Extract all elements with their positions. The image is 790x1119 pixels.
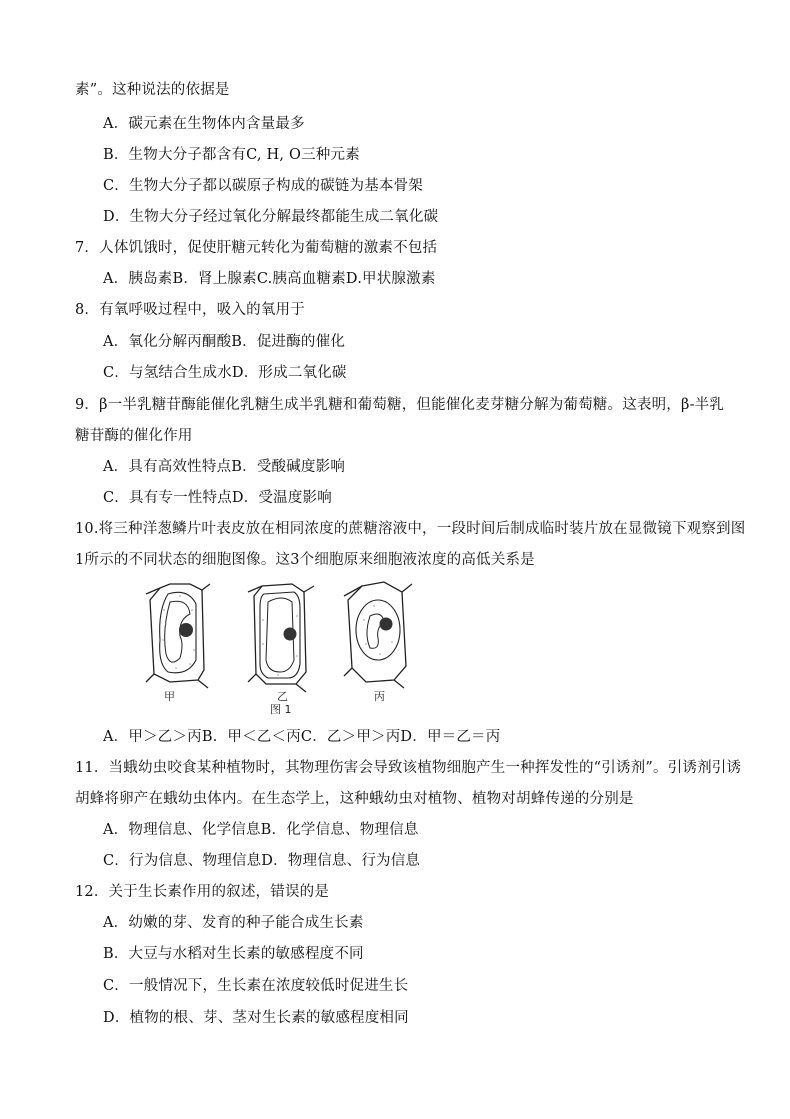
question-8-stem: 8．有氧呼吸过程中，吸入的氧用于 <box>75 302 305 318</box>
cell-jia <box>146 584 210 688</box>
question-12-option-a: A．幼嫩的芽、发育的种子能合成生长素 <box>103 915 364 931</box>
question-8-options-ab: A．氧化分解丙酮酸B．促进酶的催化 <box>103 334 346 350</box>
question-6-option-c: C．生物大分子都以碳原子构成的碳链为基本骨架 <box>103 178 423 194</box>
cell-figure <box>140 580 440 715</box>
question-12-stem: 12．关于生长素作用的叙述，错误的是 <box>75 884 330 900</box>
question-7-options: A．胰岛素B．肾上腺素C.胰高血糖素D.甲状腺激素 <box>103 271 436 287</box>
question-9-options-cd: C．具有专一性特点D．受温度影响 <box>103 490 332 506</box>
question-6-option-a: A．碳元素在生物体内含量最多 <box>103 116 305 132</box>
onion-cells-diagram <box>140 580 440 715</box>
question-6-option-d: D．生物大分子经过氧化分解最终都能生成二氧化碳 <box>103 209 439 225</box>
question-11-options-cd: C．行为信息、物理信息D．物理信息、行为信息 <box>103 853 421 869</box>
question-6-stem-end: 素”。这种说法的依据是 <box>75 82 230 98</box>
figure-caption: 图 1 <box>270 703 292 715</box>
label-jia: 甲 <box>164 690 175 703</box>
question-10-stem-cont: 1所示的不同状态的细胞图像。这3个细胞原来细胞液浓度的高低关系是 <box>75 552 535 568</box>
question-9-options-ab: A．具有高效性特点B．受酸碱度影响 <box>103 459 346 475</box>
question-12-option-b: B．大豆与水稻对生长素的敏感程度不同 <box>103 946 364 962</box>
question-9-stem: 9．β一半乳糖苷酶能催化乳糖生成半乳糖和葡萄糖，但能催化麦芽糖分解为葡萄糖。这表明，β-半乳 <box>75 397 725 413</box>
cell-yi <box>248 584 314 692</box>
question-6-option-b: B．生物大分子都含有C, H, O三种元素 <box>103 147 360 163</box>
label-bing: 丙 <box>374 690 385 703</box>
question-12-option-d: D．植物的根、芽、茎对生长素的敏感程度相同 <box>103 1010 409 1026</box>
question-8-options-cd: C．与氢结合生成水D．形成二氧化碳 <box>103 365 347 381</box>
question-10-options: A．甲＞乙＞丙B．甲＜乙＜丙C．乙＞甲＞丙D．甲＝乙＝丙 <box>103 729 501 745</box>
question-10-stem: 10.将三种洋葱鳞片叶表皮放在相同浓度的蔗糖溶液中，一段时间后制成临时装片放在显微镜下观察到图 <box>75 521 746 537</box>
question-12-option-c: C．一般情况下，生长素在浓度较低时促进生长 <box>103 978 409 994</box>
question-11-stem-cont: 胡蜂将卵产在蛾幼虫体内。在生态学上，这种蛾幼虫对植物、植物对胡蜂传递的分别是 <box>75 791 634 807</box>
question-7-stem: 7．人体饥饿时，促使肝糖元转化为葡萄糖的激素不包括 <box>75 240 438 256</box>
question-11-stem: 11．当蛾幼虫咬食某种植物时，其物理伤害会导致该植物细胞产生一种挥发性的“引诱剂”。引诱剂引诱 <box>75 760 742 776</box>
question-11-options-ab: A．物理信息、化学信息B．化学信息、物理信息 <box>103 822 419 838</box>
cell-bing <box>344 582 412 688</box>
label-yi: 乙 <box>277 690 288 703</box>
question-9-stem-cont: 糖苷酶的催化作用 <box>75 428 193 444</box>
